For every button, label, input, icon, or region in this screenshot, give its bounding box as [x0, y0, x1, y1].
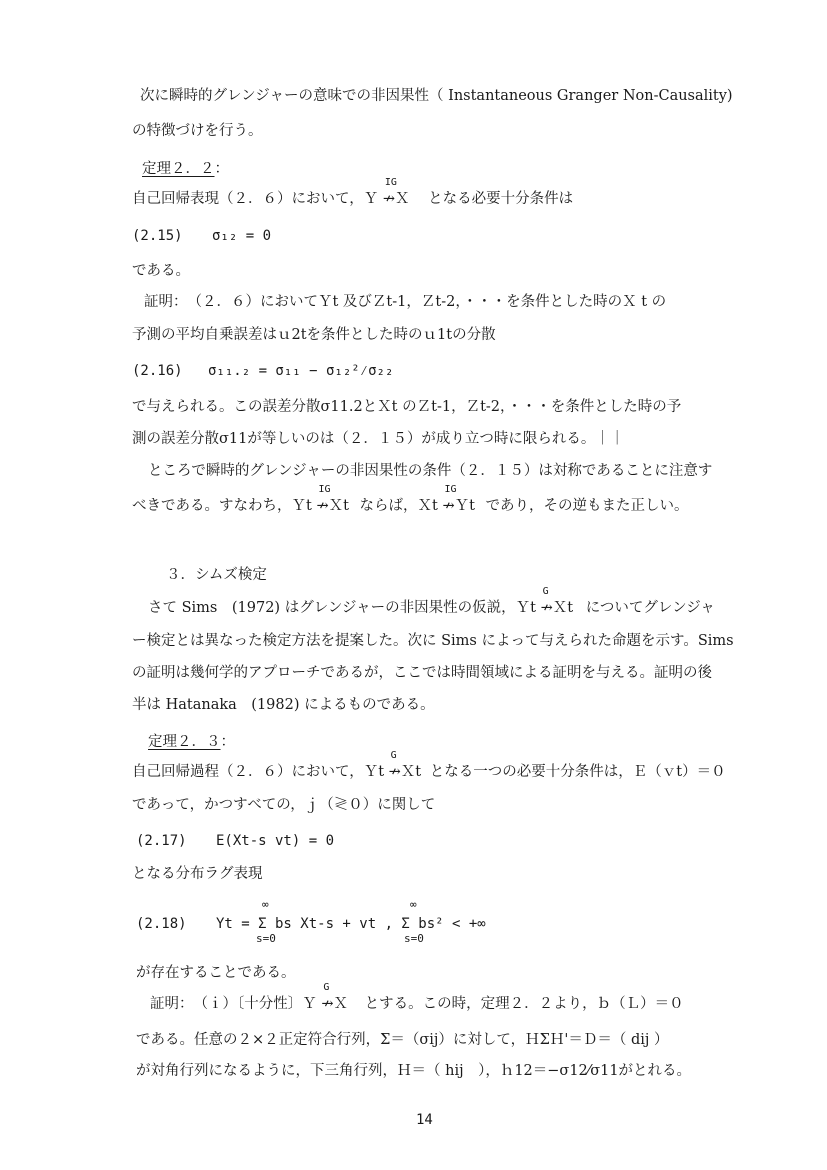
- noncausality-relation: [388, 750, 422, 780]
- theorem-title: 定理２．３: [148, 734, 221, 750]
- theorem-heading: [148, 735, 235, 750]
- paragraph-line: [148, 586, 715, 616]
- equation: σ₁₂ = 0: [212, 228, 272, 244]
- text-segment: べきである。すなわち，Ｙt: [132, 498, 312, 514]
- paragraph-line: であって，かつすべての，ｊ（≷０）に関して: [132, 797, 436, 813]
- paragraph-line: となる分布ラグ表現: [132, 866, 263, 882]
- theorem-colon: ：: [214, 161, 229, 177]
- relation-symbol: ↛Ｘ: [321, 996, 349, 1012]
- relation-label: G: [323, 982, 330, 993]
- equation-number: (2.16): [132, 363, 183, 379]
- sum-lower-limit: s=0: [256, 932, 276, 945]
- relation-label: IG: [318, 484, 331, 495]
- theorem-colon: ：: [220, 734, 235, 750]
- equation: Yt = Σ bs Xt-s + vt , Σ bs² < +∞: [216, 916, 486, 932]
- paragraph-line: である。: [132, 263, 190, 279]
- sum-upper-limit: ∞: [262, 898, 269, 911]
- relation-label: G: [390, 750, 397, 761]
- paragraph-line: で与えられる。この誤差分散σ11.2とＸt のＺt-1，Ｚt-2，・・・を条件とした時の予: [132, 399, 682, 415]
- relation-symbol: ↛Ｘ: [382, 191, 410, 207]
- text-segment: とする。この時，定理２．２より，ｂ（Ｌ）＝０: [364, 996, 684, 1012]
- relation-symbol: ↛Ｘt: [316, 498, 349, 514]
- paragraph-line: ー検定とは異なった検定方法を提案した。次に Sims によって与えられた命題を示す。Sims: [132, 633, 734, 649]
- paragraph-line: が存在することである。: [136, 965, 296, 981]
- noncausality-relation: [321, 982, 349, 1012]
- equation-number: (2.17): [136, 833, 187, 849]
- relation-label: IG: [444, 484, 457, 495]
- paragraph-line: 次に瞬時的グレンジャーの意味での非因果性（ Instantaneous Granger Non-Causality): [140, 88, 733, 104]
- page-number: 14: [416, 1112, 433, 1128]
- text-segment: 証明： （ｉ）〔十分性〕Ｙ: [150, 996, 317, 1012]
- section-heading: ３．シムズ検定: [166, 567, 267, 583]
- text-segment: となる一つの必要十分条件は，Ｅ（ｖt）＝０: [429, 764, 726, 780]
- paragraph-line: が対角行列になるように，下三角行列，Ｈ＝（ hij ），ｈ12＝−σ12⁄σ11がとれる。: [136, 1063, 692, 1079]
- noncausality-relation: [382, 177, 410, 207]
- paragraph-line: [150, 982, 684, 1012]
- paragraph-line: [132, 484, 689, 514]
- relation-symbol: ↛Ｙt: [442, 498, 475, 514]
- theorem-title: 定理２．２: [142, 161, 215, 177]
- equation: σ₁₁.₂ = σ₁₁ − σ₁₂²⁄σ₂₂: [208, 363, 394, 379]
- theorem-heading: [142, 162, 229, 177]
- noncausality-relation: [540, 586, 574, 616]
- sum-lower-limit: s=0: [404, 932, 424, 945]
- equation-number: (2.18): [136, 916, 187, 932]
- paragraph-line: 証明： （２．６）においてＹt 及びＺt-1，Ｚt-2，・・・を条件とした時のＸ t の: [144, 294, 667, 310]
- text-segment: となる必要十分条件は: [428, 191, 574, 207]
- text-segment: 自己回帰表現（２．６）において，Ｙ: [132, 191, 379, 207]
- relation-symbol: ↛Ｘt: [540, 600, 574, 616]
- paragraph-line: である。任意の２×２正定符合行列，Σ＝（σij）に対して，ＨΣＨ'＝Ｄ＝（ dij ）: [136, 1032, 669, 1048]
- noncausality-relation: [442, 484, 475, 514]
- paragraph-line: 測の誤差分散σ11が等しいのは（２．１５）が成り立つ時に限られる。｜｜: [132, 431, 625, 447]
- text-segment: ならば，Ｘt: [359, 498, 438, 514]
- sum-upper-limit: ∞: [410, 898, 417, 911]
- relation-symbol: ↛Ｘt: [388, 764, 422, 780]
- text-segment: 自己回帰過程（２．６）において，Ｙt: [132, 764, 385, 780]
- noncausality-relation: [316, 484, 349, 514]
- text-segment: さて Sims (1972) はグレンジャーの非因果性の仮説，Ｙt: [148, 600, 537, 616]
- paragraph-line: の特徴づけを行う。: [132, 123, 263, 139]
- paragraph-line: 予測の平均自乗誤差はｕ2tを条件とした時のｕ1tの分散: [132, 327, 496, 343]
- text-segment: についてグレンジャ: [585, 600, 715, 616]
- text-segment: であり，その逆もまた正しい。: [485, 498, 689, 514]
- paragraph-line: ところで瞬時的グレンジャーの非因果性の条件（２．１５）は対称であることに注意す: [148, 463, 713, 479]
- paragraph-line: 半は Hatanaka (1982) によるものである。: [132, 697, 435, 713]
- paragraph-line: [132, 750, 726, 780]
- relation-label: IG: [384, 177, 397, 188]
- equation: E(Xt-s vt) = 0: [216, 833, 335, 849]
- paragraph-line: の証明は幾何学的アプローチであるが，ここでは時間領域による証明を与える。証明の後: [132, 665, 712, 681]
- relation-label: G: [542, 586, 549, 597]
- equation-number: (2.15): [132, 228, 183, 244]
- paragraph-line: [132, 177, 574, 207]
